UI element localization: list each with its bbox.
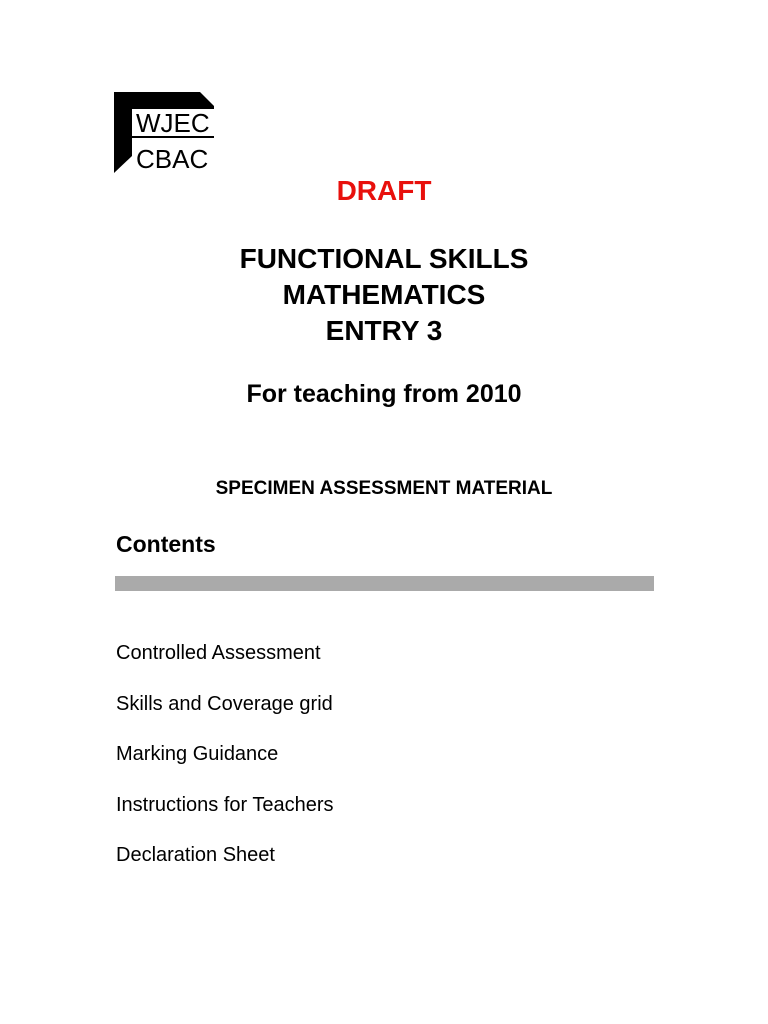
contents-list [116,640,334,893]
contents-item-instructions-teachers: Instructions for Teachers [116,793,334,816]
contents-heading: Contents [116,531,216,557]
title-line-2: MATHEMATICS [282,279,486,310]
contents-item-skills-coverage-grid: Skills and Coverage grid [116,692,333,715]
wjec-cbac-logo-mark [114,92,216,174]
material-type-heading: SPECIMEN ASSESSMENT MATERIAL [215,478,553,499]
title-line-1: FUNCTIONAL SKILLS [239,243,529,274]
contents-item-controlled-assessment: Controlled Assessment [116,642,321,664]
logo-text-wjec: WJEC [136,108,210,138]
contents-item-declaration-sheet: Declaration Sheet [116,844,275,866]
logo-text-cbac: CBAC [136,144,209,174]
contents-divider-bar [115,576,654,591]
title-line-3: ENTRY 3 [325,315,443,346]
wjec-cbac-logo [114,92,216,174]
teaching-year-subtitle: For teaching from 2010 [246,380,522,408]
draft-label: DRAFT [336,175,432,206]
document-title [0,241,768,349]
contents-item-marking-guidance: Marking Guidance [116,743,279,765]
